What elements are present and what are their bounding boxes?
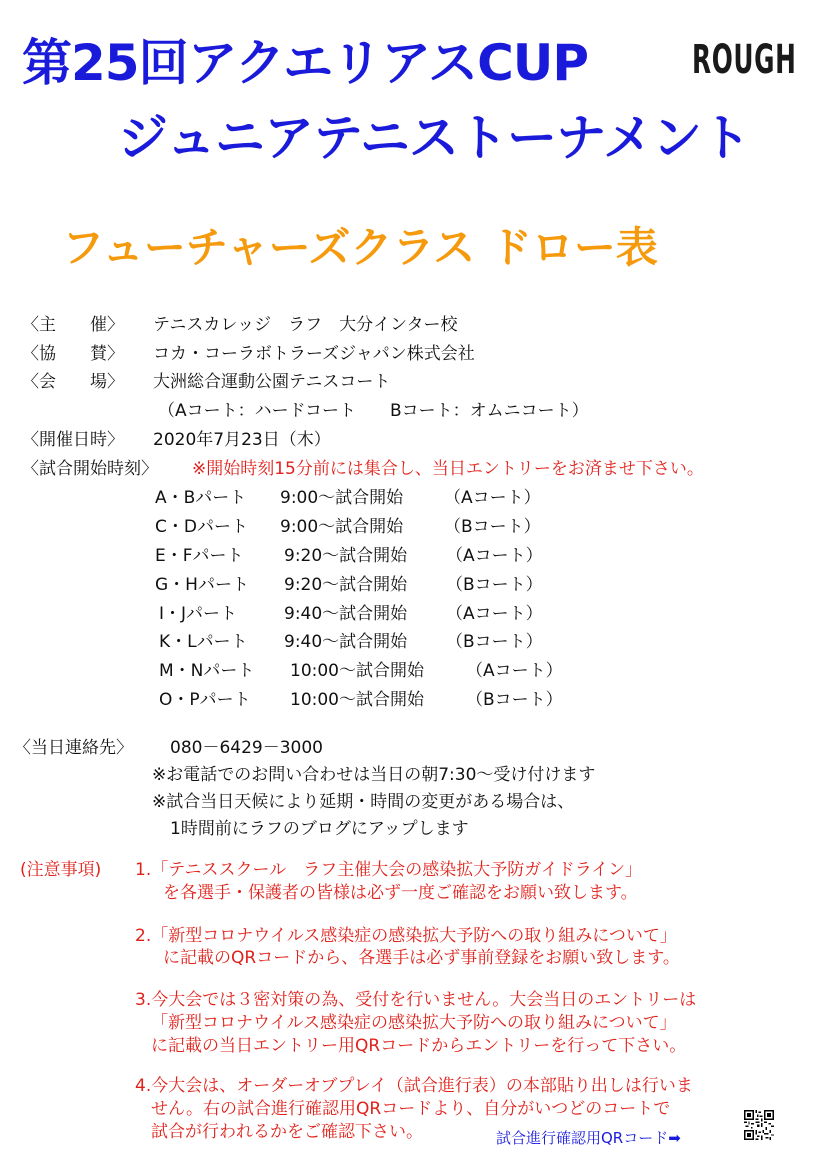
notice-1-line-2: を各選手・保護者の皆様は必ず一度ご確認をお願い致します。 [163, 883, 638, 903]
notice-2-line-2: に記載のQRコードから、各選手は必ず事前登録をお願い致します。 [163, 948, 680, 968]
schedule-time: 9:40～試合開始 [284, 604, 408, 624]
venue-value: 大洲総合運動公園テニスコート [153, 372, 391, 392]
notice-1-line-1: 1.「テニススクール ラフ主催大会の感染拡大予防ガイドライン」 [135, 860, 643, 880]
contact-note-3: 1時間前にラフのブログにアップします [170, 819, 469, 839]
schedule-part: G・Hパート [155, 575, 249, 595]
contact-label: 〈当日連絡先〉 [14, 738, 133, 758]
schedule-court: （Bコート） [446, 575, 543, 595]
contact-phone: 080－6429－3000 [170, 738, 323, 758]
date-value: 2020年7月23日（木） [153, 430, 331, 450]
schedule-court: （Aコート） [444, 488, 541, 508]
schedule-time: 9:20～試合開始 [284, 575, 408, 595]
start-time-label: 〈試合開始時刻〉 [22, 459, 158, 479]
notice-3-line-3: に記載の当日エントリー用QRコードからエントリーを行って下さい。 [151, 1036, 687, 1056]
rough-logo: ROUGH [692, 37, 797, 83]
title-line-2: ジュニアテニストーナメント [118, 109, 750, 167]
schedule-court: （Aコート） [446, 604, 543, 624]
start-time-note: ※開始時刻15分前には集合し、当日エントリーをお済ませ下さい。 [192, 459, 704, 479]
qr-code-icon[interactable] [744, 1110, 774, 1140]
schedule-time: 9:00～試合開始 [280, 517, 404, 537]
organizer-value: テニスカレッジ ラフ 大分インター校 [153, 315, 458, 335]
schedule-time: 9:40～試合開始 [284, 632, 408, 652]
schedule-time: 9:00～試合開始 [280, 488, 404, 508]
notice-3-line-2: 「新型コロナウイルス感染症の感染拡大予防への取り組みについて」 [151, 1013, 677, 1033]
schedule-time: 10:00～試合開始 [290, 690, 424, 710]
schedule-court: （Aコート） [446, 546, 543, 566]
notice-4-line-1: 4.今大会は、オーダーオブプレイ（試合進行表）の本部貼り出しは行いま [135, 1076, 693, 1096]
venue-courts: （Aコート：ハードコート Bコート：オムニコート） [158, 401, 589, 421]
schedule-part: O・Pパート [159, 690, 251, 710]
notice-4-line-2: せん。右の試合進行確認用QRコードより、自分がいつどのコートで [151, 1099, 671, 1119]
schedule-part: E・Fパート [155, 546, 244, 566]
contact-note-1: ※お電話でのお問い合わせは当日の朝7:30～受け付けます [152, 765, 596, 785]
page-subtitle: フューチャーズクラス ドロー表 [62, 223, 658, 272]
schedule-part: C・Dパート [155, 517, 248, 537]
notice-2-line-1: 2.「新型コロナウイルス感染症の感染拡大予防への取り組みについて」 [135, 926, 677, 946]
schedule-court: （Bコート） [466, 690, 563, 710]
qr-caption: 試合進行確認用QRコード➡ [496, 1129, 681, 1147]
schedule-part: I・Jパート [159, 604, 238, 624]
venue-label: 〈会 場〉 [22, 372, 124, 392]
organizer-label: 〈主 催〉 [22, 315, 124, 335]
notice-4-line-3: 試合が行われるかをご確認下さい。 [151, 1122, 423, 1142]
notice-3-line-1: 3.今大会では３密対策の為、受付を行いません。大会当日のエントリーは [135, 990, 697, 1010]
schedule-part: K・Lパート [159, 632, 248, 652]
date-label: 〈開催日時〉 [22, 430, 124, 450]
schedule-court: （Aコート） [466, 661, 563, 681]
sponsor-label: 〈協 賛〉 [22, 344, 124, 364]
schedule-court: （Bコート） [446, 632, 543, 652]
title-line-1: 第25回アクエリアスCUP [22, 34, 589, 92]
schedule-part: M・Nパート [159, 661, 255, 681]
contact-note-2: ※試合当日天候により延期・時間の変更がある場合は、 [152, 792, 575, 812]
schedule-time: 9:20～試合開始 [284, 546, 408, 566]
sponsor-value: コカ・コーラボトラーズジャパン株式会社 [153, 344, 475, 364]
schedule-court: （Bコート） [444, 517, 541, 537]
schedule-part: A・Bパート [155, 488, 247, 508]
notices-label: (注意事項) [20, 860, 102, 880]
schedule-time: 10:00～試合開始 [290, 661, 424, 681]
